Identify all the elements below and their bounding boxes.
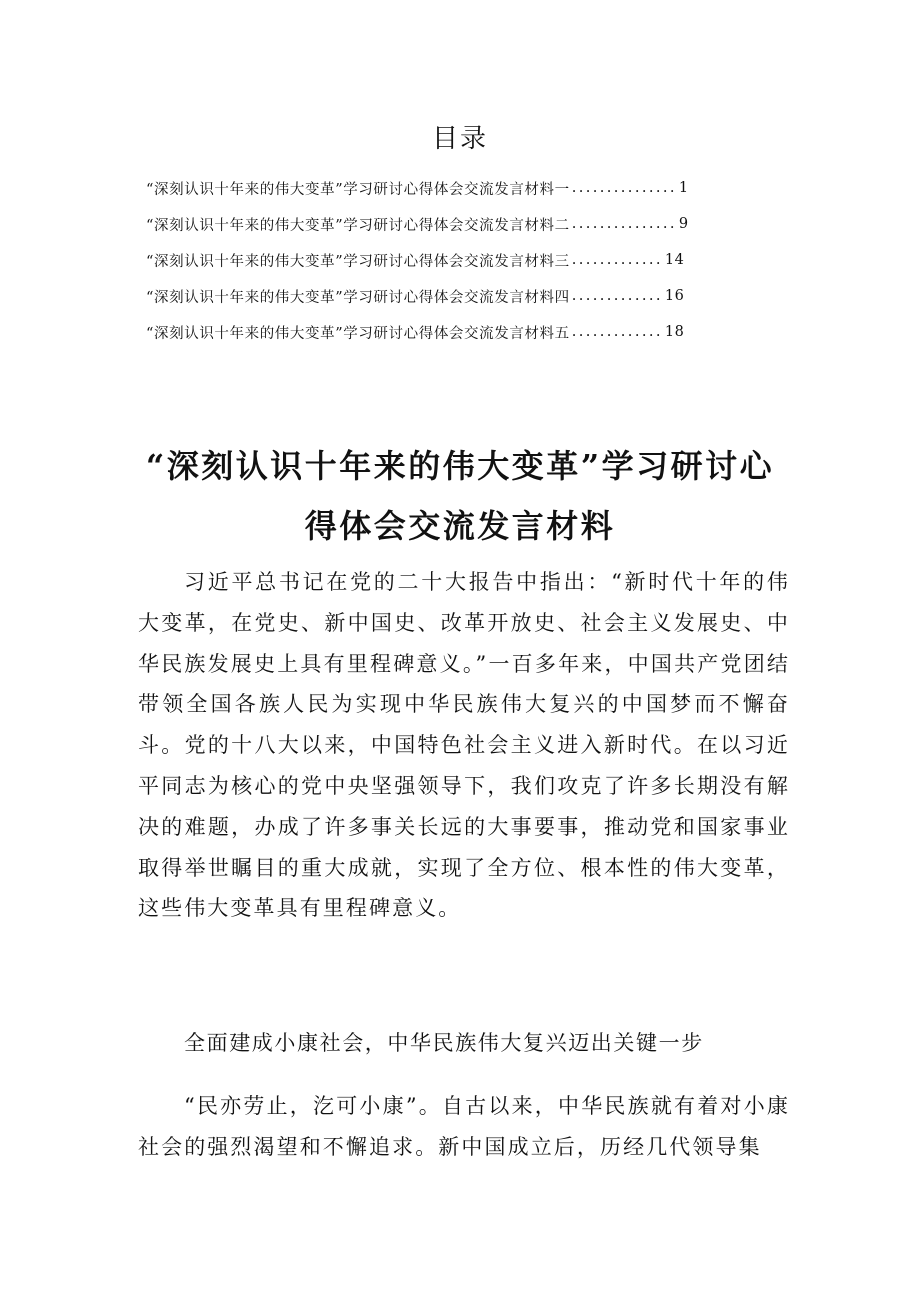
toc-entry[interactable] xyxy=(146,278,786,314)
toc-leader-dots: ............. xyxy=(571,288,663,304)
document-title xyxy=(0,436,920,556)
toc-page-number: 9 xyxy=(678,216,689,232)
toc-entry-text: “深刻认识十年来的伟大变革”学习研讨心得体会交流发言材料一 xyxy=(146,181,570,198)
toc-page-number: 14 xyxy=(664,252,685,268)
toc-entry-text: “深刻认识十年来的伟大变革”学习研讨心得体会交流发言材料四 xyxy=(146,289,570,306)
toc-page-number: 16 xyxy=(664,288,685,304)
toc-page-number: 18 xyxy=(664,324,685,340)
toc-entry-text: “深刻认识十年来的伟大变革”学习研讨心得体会交流发言材料三 xyxy=(146,253,570,270)
body-paragraph: 习近平总书记在党的二十大报告中指出：“新时代十年的伟大变革，在党史、新中国史、改革开放史、社会主义发展史、中华民族发展史上具有里程碑意义。”一百多年来，中国共产党团结带领全国各族人民为实现中华民族伟大复兴的中国梦而不懈奋斗。党的十八大以来，中国特色社会主义进入新时代。在以习近平同志为核心的党中央坚强领导下，我们攻克了许多长期没有解决的难题，办成了许多事关长远的大事要事，推动党和国家事业取得举世瞩目的重大成就，实现了全方位、根本性的伟大变革，这些伟大变革具有里程碑意义。 xyxy=(138,570,790,921)
toc-entry-text: “深刻认识十年来的伟大变革”学习研讨心得体会交流发言材料五 xyxy=(146,325,570,342)
table-of-contents xyxy=(146,170,786,350)
toc-page-number: 1 xyxy=(678,180,689,196)
toc-leader-dots: ............. xyxy=(571,324,663,340)
section-heading: 全面建成小康社会，中华民族伟大复兴迈出关键一步 xyxy=(184,1031,704,1055)
toc-title: 目录 xyxy=(431,124,488,154)
toc-leader-dots: ............. xyxy=(571,252,663,268)
toc-entry[interactable] xyxy=(146,206,786,242)
toc-entry[interactable] xyxy=(146,242,786,278)
toc-leader-dots: ............... xyxy=(571,216,677,232)
body-paragraph: “民亦劳止，汔可小康”。自古以来，中华民族就有着对小康社会的强烈渴望和不懈追求。新中国成立后，历经几代领导集 xyxy=(138,1094,790,1159)
toc-entry-text: “深刻认识十年来的伟大变革”学习研讨心得体会交流发言材料二 xyxy=(146,217,570,234)
document-title-line: “深刻认识十年来的伟大变革”学习研讨心 xyxy=(145,447,775,485)
toc-entry[interactable] xyxy=(146,170,786,206)
toc-leader-dots: ............... xyxy=(571,180,677,196)
toc-entry[interactable] xyxy=(146,314,786,350)
document-title-line: 得体会交流发言材料 xyxy=(304,507,616,545)
